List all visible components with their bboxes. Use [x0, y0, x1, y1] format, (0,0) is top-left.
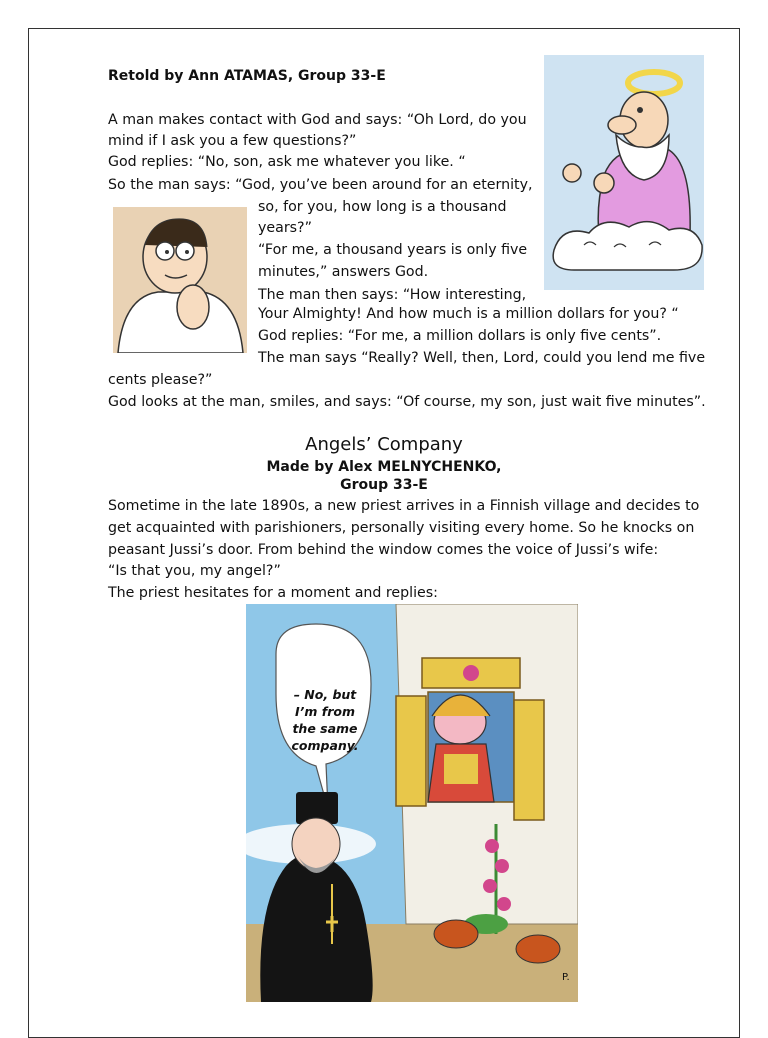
story1-line: The man then says: “How interesting, [258, 287, 527, 303]
story1-line: years?” [258, 220, 312, 236]
story2-line: The priest hesitates for a moment and replies: [108, 585, 438, 601]
story1-line: God looks at the man, smiles, and says: “Of course, my son, just wait five minutes”. [108, 394, 706, 410]
speech-bubble-line: I’m from [295, 704, 355, 719]
story2-line: Sometime in the late 1890s, a new priest arrives in a Finnish village and decides to [108, 498, 700, 514]
artist-signature: P. [562, 972, 570, 983]
story1-line: The man says “Really? Well, then, Lord, could you lend me five [258, 350, 706, 366]
story1-line: So the man says: “God, you’ve been around for an eternity, [108, 177, 533, 193]
story1-line: God replies: “No, son, ask me whatever you like. “ [108, 154, 466, 170]
story2-byline-line1: Made by Alex MELNYCHENKO, [266, 459, 502, 475]
god-cartoon-image [544, 55, 704, 290]
story1-line: so, for you, how long is a thousand [258, 199, 507, 215]
speech-bubble-line: – No, but [293, 687, 357, 702]
story2-line: “Is that you, my angel?” [108, 563, 281, 579]
story2-title: Angels’ Company [305, 434, 463, 455]
speech-bubble-line: the same [292, 721, 358, 736]
story1-line: A man makes contact with God and says: “Oh Lord, do you [108, 112, 527, 128]
story1-line: God replies: “For me, a million dollars is only five cents”. [258, 328, 662, 344]
story1-line: “For me, a thousand years is only five [258, 242, 528, 258]
story1-line: Your Almighty! And how much is a million dollars for you? “ [258, 306, 679, 322]
story1-line: cents please?” [108, 372, 213, 388]
story1-line: minutes,” answers God. [258, 264, 429, 280]
story2-line: get acquainted with parishioners, personally visiting every home. So he knocks on [108, 520, 695, 536]
story1-byline: Retold by Ann ATAMAS, Group 33-E [108, 68, 386, 84]
story1-line: mind if I ask you a few questions?” [108, 133, 357, 149]
speech-bubble-line: company. [291, 738, 359, 753]
man-cartoon-image [113, 207, 247, 353]
speech-bubble-text [280, 686, 370, 754]
story2-byline-line2: Group 33-E [340, 477, 428, 493]
story2-line: peasant Jussi’s door. From behind the window comes the voice of Jussi’s wife: [108, 542, 659, 558]
priest-cartoon-image [246, 604, 578, 1002]
